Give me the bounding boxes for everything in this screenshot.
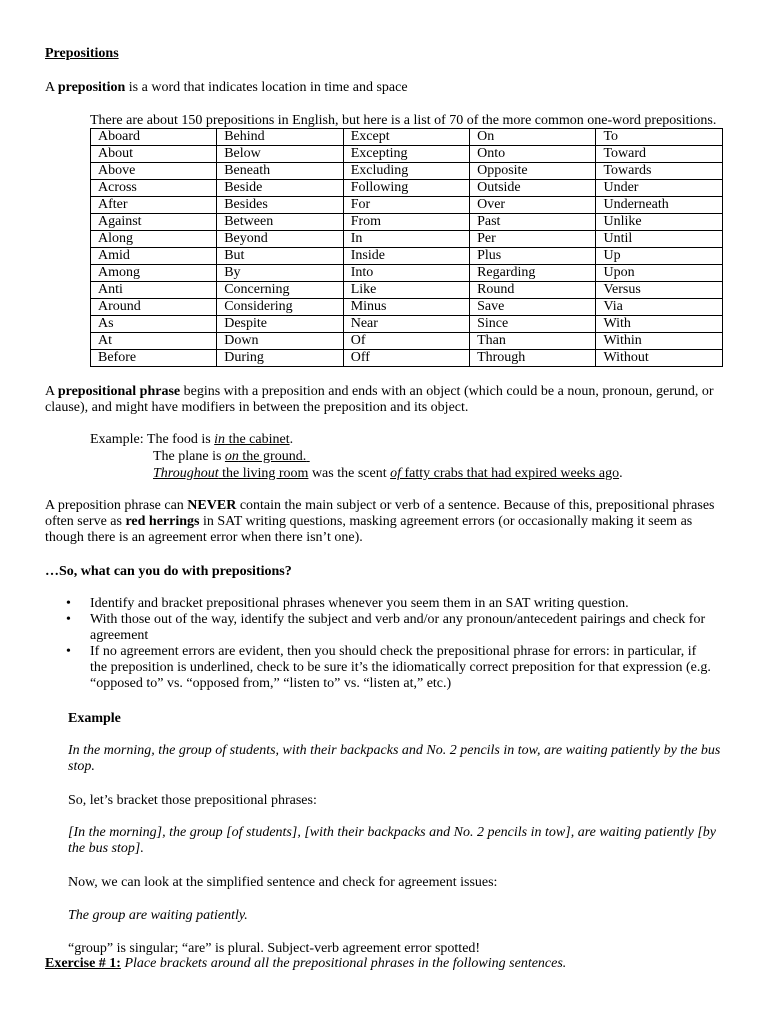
table-cell: Beside [217, 180, 344, 197]
table-cell: In [343, 231, 469, 248]
bracketed-sentence: [In the morning], the group [of students], [with their backpacks and No. 2 pencils in tow], are waiting patiently [by the bus stop]. [68, 825, 716, 856]
bullet-text: Identify and bracket prepositional phrases whenever you seem them in an SAT writing question. [90, 596, 629, 611]
never-word: NEVER [187, 498, 237, 513]
table-row [91, 231, 723, 248]
bullet-icon: • [66, 596, 71, 611]
example-3-phrase-2 [390, 466, 619, 481]
pp-def-post: begins with a preposition and ends with an object (which could be a noun, pronoun, gerund, or clause), and might have modifiers in between the preposition and its object. [45, 384, 714, 415]
table-cell: Below [217, 146, 344, 163]
table-cell: Under [596, 180, 723, 197]
example-1-phrase [214, 432, 289, 447]
table-cell: Of [343, 333, 469, 350]
example-3-preposition-2: of [390, 466, 401, 481]
example-2-preposition: on [224, 449, 239, 464]
table-cell: Via [596, 299, 723, 316]
tips-list [45, 596, 713, 692]
table-cell: After [91, 197, 217, 214]
prepositions-table [90, 128, 723, 367]
table-row [91, 350, 723, 367]
preposition-definition [45, 80, 408, 96]
table-cell: Than [470, 333, 596, 350]
definition-term: preposition [57, 80, 126, 95]
table-row [91, 146, 723, 163]
table-cell: Across [91, 180, 217, 197]
table-cell: Past [470, 214, 596, 231]
example-line-2 [153, 449, 310, 465]
table-cell: Without [596, 350, 723, 367]
never-p1: A preposition phrase can [45, 498, 188, 513]
exercise-line [45, 956, 566, 972]
list-item [45, 644, 713, 692]
table-cell: Inside [343, 248, 469, 265]
table-cell: Regarding [470, 265, 596, 282]
table-cell: Into [343, 265, 469, 282]
table-cell: Behind [217, 129, 344, 146]
table-cell: With [596, 316, 723, 333]
example-3-mid: was the scent [308, 466, 391, 481]
table-cell: From [343, 214, 469, 231]
bullet-icon: • [66, 644, 71, 659]
table-cell: Against [91, 214, 217, 231]
table-cell: Despite [217, 316, 344, 333]
table-cell: For [343, 197, 469, 214]
table-row [91, 248, 723, 265]
bullet-text: With those out of the way, identify the subject and verb and/or any pronoun/antecedent pairings and check for agreement [90, 612, 706, 643]
bracket-intro: So, let’s bracket those prepositional phrases: [68, 793, 317, 808]
table-cell: Minus [343, 299, 469, 316]
definition-post: is a word that indicates location in time and space [125, 80, 408, 95]
table-cell: Since [470, 316, 596, 333]
table-cell: Beyond [217, 231, 344, 248]
table-cell: Besides [217, 197, 344, 214]
simplified-intro: Now, we can look at the simplified sentence and check for agreement issues: [68, 875, 498, 890]
table-cell: Toward [596, 146, 723, 163]
table-cell: Versus [596, 282, 723, 299]
example-3-preposition-1: Throughout [153, 466, 219, 481]
table-cell: Except [343, 129, 469, 146]
table-cell: By [217, 265, 344, 282]
red-herrings: red herrings [125, 514, 200, 529]
table-cell: Opposite [470, 163, 596, 180]
table-cell: Considering [217, 299, 344, 316]
table-row [91, 214, 723, 231]
table-cell: Along [91, 231, 217, 248]
exercise-text: Place brackets around all the prepositional phrases in the following sentences. [120, 956, 567, 971]
example-2-object: the ground. [238, 449, 307, 464]
bullet-icon: • [66, 612, 71, 627]
conclusion: “group” is singular; “are” is plural. Subject-verb agreement error spotted! [68, 941, 481, 956]
table-row [91, 129, 723, 146]
table-cell: Round [470, 282, 596, 299]
table-cell: Towards [596, 163, 723, 180]
table-row [91, 180, 723, 197]
table-cell: Underneath [596, 197, 723, 214]
table-cell: Plus [470, 248, 596, 265]
example-3-end: . [619, 466, 623, 481]
list-item [45, 596, 713, 612]
example-3-object-1: the living room [218, 466, 309, 481]
example-label: Example: The food is [90, 432, 215, 447]
example-2-phrase [225, 449, 310, 464]
table-cell: Amid [91, 248, 217, 265]
table-cell: Up [596, 248, 723, 265]
table-cell: Before [91, 350, 217, 367]
table-cell: Above [91, 163, 217, 180]
table-cell: Concerning [217, 282, 344, 299]
table-cell: At [91, 333, 217, 350]
never-paragraph [45, 498, 725, 546]
prepositional-phrase-definition [45, 384, 725, 416]
example-line-1 [90, 432, 293, 448]
bullet-text: If no agreement errors are evident, then you should check the prepositional phrase for errors: in particular, if the preposition is underlined, check to be sure it’s the idiomatically correct preposition for that expression (e.g. “opposed to” vs. “opposed from,” “listen to” vs. “listen at,” etc.) [90, 644, 711, 691]
example-2-pre: The plane is [153, 449, 225, 464]
simplified-sentence: The group are waiting patiently. [68, 908, 248, 923]
pp-def-pre: A [45, 384, 58, 399]
table-row [91, 265, 723, 282]
table-cell: Excepting [343, 146, 469, 163]
page-title: Prepositions [45, 46, 119, 61]
table-cell: To [596, 129, 723, 146]
example-heading: Example [68, 711, 121, 726]
example-line-3 [153, 466, 623, 482]
table-cell: Beneath [217, 163, 344, 180]
table-cell: Per [470, 231, 596, 248]
table-row [91, 163, 723, 180]
table-cell: But [217, 248, 344, 265]
table-cell: As [91, 316, 217, 333]
table-cell: Save [470, 299, 596, 316]
table-cell: Between [217, 214, 344, 231]
table-cell: Down [217, 333, 344, 350]
prepositions-table-body [91, 129, 723, 367]
table-cell: Off [343, 350, 469, 367]
table-cell: Onto [470, 146, 596, 163]
table-cell: About [91, 146, 217, 163]
table-cell: Near [343, 316, 469, 333]
table-cell: Around [91, 299, 217, 316]
table-cell: Following [343, 180, 469, 197]
pp-def-term: prepositional phrase [57, 384, 181, 399]
table-row [91, 333, 723, 350]
table-intro: There are about 150 prepositions in English, but here is a list of 70 of the more common one-word prepositions. [90, 113, 717, 128]
table-row [91, 316, 723, 333]
table-cell: Anti [91, 282, 217, 299]
table-cell: Through [470, 350, 596, 367]
table-cell: Aboard [91, 129, 217, 146]
table-row [91, 197, 723, 214]
example-sentence: In the morning, the group of students, with their backpacks and No. 2 pencils in tow, are waiting patiently by the bus stop. [68, 743, 721, 774]
exercise-label: Exercise # 1: [45, 956, 121, 971]
table-cell: Among [91, 265, 217, 282]
table-cell: Over [470, 197, 596, 214]
example-3-phrase-1 [153, 466, 308, 481]
table-cell: Unlike [596, 214, 723, 231]
never-p2: contain the main subject or verb of a sentence. Because of this, prepositional phrases often serve as [45, 498, 715, 529]
so-heading: …So, what can you do with prepositions? [45, 564, 292, 579]
table-cell: On [470, 129, 596, 146]
example-1-object: the cabinet [225, 432, 290, 447]
never-p3: in SAT writing questions, masking agreement errors (or occasionally making it seem as though there is an agreement error when there isn’t one). [45, 514, 693, 545]
table-cell: Like [343, 282, 469, 299]
table-cell: Outside [470, 180, 596, 197]
example-1-preposition: in [214, 432, 226, 447]
example-3-object-2: fatty crabs that had expired weeks ago [400, 466, 620, 481]
table-cell: Until [596, 231, 723, 248]
table-row [91, 282, 723, 299]
table-row [91, 299, 723, 316]
example-1-end: . [289, 432, 294, 447]
definition-pre: A [45, 80, 58, 95]
table-cell: During [217, 350, 344, 367]
table-cell: Within [596, 333, 723, 350]
table-cell: Excluding [343, 163, 469, 180]
table-cell: Upon [596, 265, 723, 282]
list-item [45, 612, 713, 644]
